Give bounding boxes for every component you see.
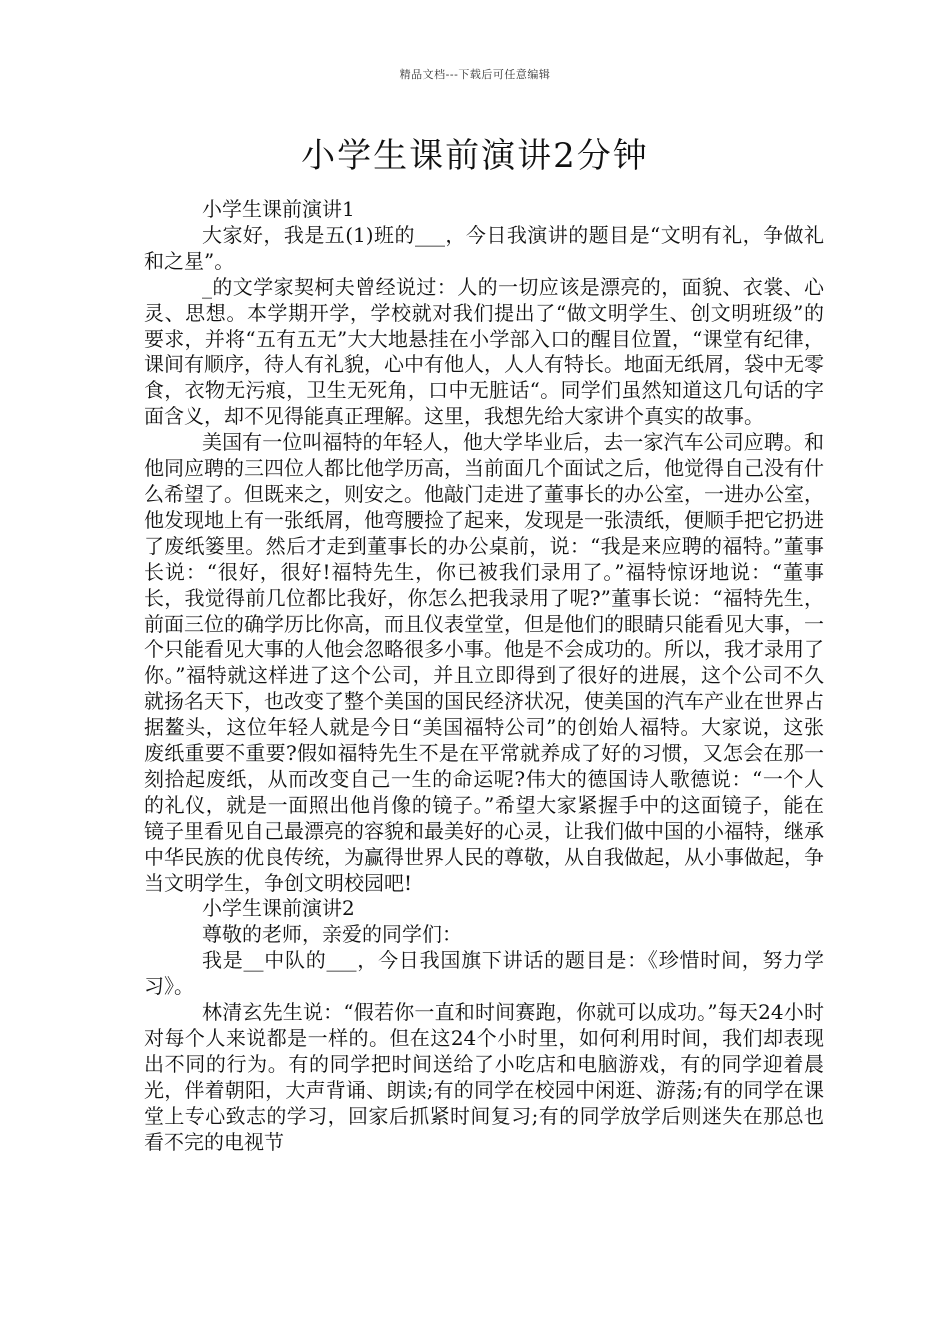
paragraph: 尊敬的老师，亲爱的同学们： [202, 922, 462, 947]
document-title: 小学生课前演讲2分钟 [301, 136, 649, 176]
paragraph: 林清玄先生说：“假若你一直和时间赛跑，你就可以成功。”每天24小时对每个人来说都是一样的。但在这24个小时里，如何利用时间，我们却表现出不同的行为。有的同学把时间送给了小吃店和电脑游戏，有的同学迎着晨光，伴着朝阳，大声背诵、朗读;有的同学在校园中闲逛、游荡;有的同学在课堂上专心致志的学习，回家后抓紧时间复习;有的同学放学后则迷失在那总也看不完的电视节 [144, 1000, 824, 1154]
paragraph: _的文学家契柯夫曾经说过：人的一切应该是漂亮的，面貌、衣裳、心灵、思想。本学期开学，学校就对我们提出了“做文明学生、创文明班级”的要求，并将“五有五无”大大地悬挂在小学部入口的醒目位置，“课堂有纪律，课间有顺序，待人有礼貌，心中有他人，人人有特长。地面无纸屑，袋中无零食，衣物无污痕，卫生无死角，口中无脏话“。同学们虽然知道这几句话的字面含义，却不见得能真正理解。这里，我想先给大家讲个真实的故事。 [144, 274, 824, 429]
paragraph: 美国有一位叫福特的年轻人，他大学毕业后，去一家汽车公司应聘。和他同应聘的三四位人都比他学历高，当前面几个面试之后，他觉得自己没有什么希望了。但既来之，则安之。他敲门走进了董事长的办公室，一进办公室，他发现地上有一张纸屑，他弯腰捡了起来，发现是一张渍纸，便顺手把它扔进了废纸篓里。然后才走到董事长的办公桌前，说：“我是来应聘的福特。”董事长说：“很好，很好!福特先生，你已被我们录用了。”福特惊讶地说：“董事长，我觉得前几位都比我好，你怎么把我录用了呢?”董事长说：“福特先生，前面三位的确学历比你高，而且仪表堂堂，但是他们的眼睛只能看见大事，一个只能看见大事的人他会忽略很多小事。他是不会成功的。所以，我才录用了你。”福特就这样进了这个公司，并且立即得到了很好的进展，这个公司不久就扬名天下，也改变了整个美国的国民经济状况，使美国的汽车产业在世界占据鳌头，这位年轻人就是今日“美国福特公司”的创始人福特。大家说，这张废纸重要不重要?假如福特先生不是在平常就养成了好的习惯，又怎会在那一刻拾起废纸，从而改变自己一生的命运呢?伟大的德国诗人歌德说：“一个人的礼仪，就是一面照出他肖像的镜子。”希望大家紧握手中的这面镜子，能在镜子里看见自己最漂亮的容貌和最美好的心灵，让我们做中国的小福特，继承中华民族的优良传统，为赢得世界人民的尊敬，从自我做起，从小事做起，争当文明学生，争创文明校园吧! [144, 430, 824, 895]
paragraph: 大家好，我是五(1)班的___，今日我演讲的题目是“文明有礼，争做礼和之星”。 [144, 222, 824, 273]
section-heading: 小学生课前演讲1 [202, 197, 355, 221]
header-note: 精品文档---下载后可任意编辑 [399, 68, 551, 81]
section-heading: 小学生课前演讲2 [202, 896, 355, 921]
paragraph: 我是__中队的___，今日我国旗下讲话的题目是：《珍惜时间，努力学习》。 [144, 948, 824, 999]
document-body [144, 197, 824, 1156]
